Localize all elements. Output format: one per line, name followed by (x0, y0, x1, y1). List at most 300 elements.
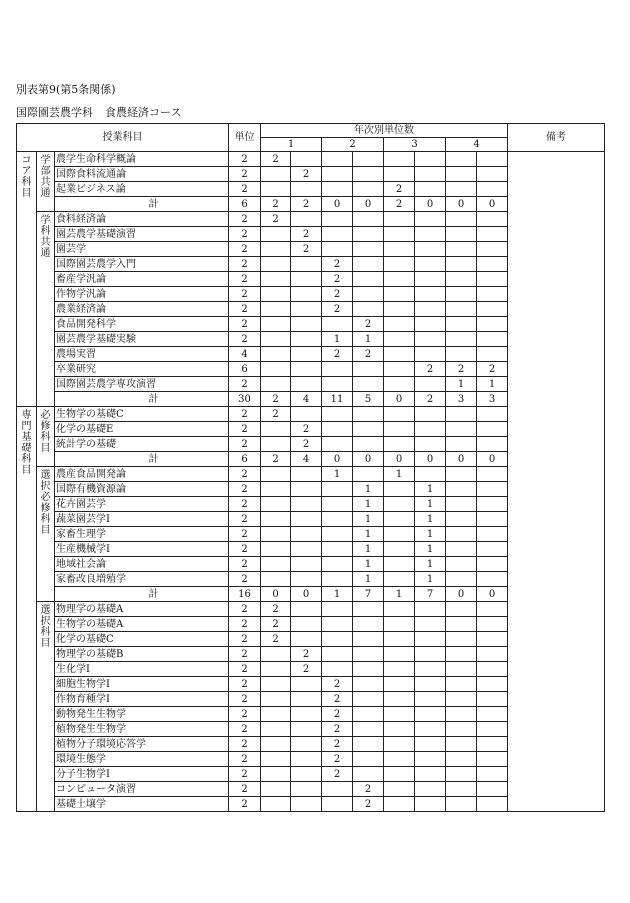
term-credit-cell (322, 377, 353, 392)
subject-name: 化学の基礎C (55, 632, 229, 647)
subject-name: 畜産学汎論 (55, 272, 229, 287)
term-credit-cell (261, 317, 291, 332)
term-credit-cell (477, 722, 508, 737)
credit-value: 2 (229, 692, 261, 707)
total-credits: 6 (229, 452, 261, 467)
term-credit-cell (415, 332, 446, 347)
term-total-cell: 1 (384, 587, 415, 602)
term-credit-cell (477, 497, 508, 512)
term-credit-cell (353, 407, 384, 422)
term-credit-cell (353, 677, 384, 692)
term-credit-cell (384, 722, 415, 737)
credit-value: 2 (229, 152, 261, 167)
term-credit-cell (291, 617, 322, 632)
term-total-cell: 2 (261, 392, 291, 407)
term-credit-cell (446, 737, 477, 752)
term-credit-cell: 1 (353, 527, 384, 542)
term-credit-cell (415, 467, 446, 482)
term-credit-cell (477, 437, 508, 452)
term-credit-cell: 2 (261, 632, 291, 647)
total-credits: 16 (229, 587, 261, 602)
term-credit-cell: 2 (322, 257, 353, 272)
term-credit-cell (322, 437, 353, 452)
term-credit-cell (322, 617, 353, 632)
term-credit-cell (384, 542, 415, 557)
term-credit-cell (446, 572, 477, 587)
term-credit-cell (322, 512, 353, 527)
term-credit-cell: 1 (415, 482, 446, 497)
credit-value: 2 (229, 317, 261, 332)
term-credit-cell (477, 602, 508, 617)
term-credit-cell (446, 167, 477, 182)
term-credit-cell (353, 377, 384, 392)
term-credit-cell (446, 557, 477, 572)
term-total-cell: 7 (415, 587, 446, 602)
term-credit-cell (353, 272, 384, 287)
term-credit-cell: 2 (291, 662, 322, 677)
term-credit-cell (384, 602, 415, 617)
subject-name: 家畜生理学 (55, 527, 229, 542)
term-credit-cell (261, 302, 291, 317)
term-credit-cell (415, 722, 446, 737)
term-credit-cell: 2 (353, 797, 384, 812)
term-credit-cell (322, 497, 353, 512)
term-credit-cell (322, 572, 353, 587)
term-credit-cell (415, 167, 446, 182)
term-total-cell: 0 (291, 587, 322, 602)
header-subject: 授業科目 (17, 124, 229, 152)
term-credit-cell (384, 317, 415, 332)
term-credit-cell (384, 557, 415, 572)
term-credit-cell: 1 (353, 497, 384, 512)
subject-name: 農場実習 (55, 347, 229, 362)
term-credit-cell (477, 257, 508, 272)
term-total-cell: 0 (261, 587, 291, 602)
term-credit-cell (261, 467, 291, 482)
term-credit-cell (415, 632, 446, 647)
term-credit-cell: 1 (415, 542, 446, 557)
subject-name: 植物分子環境応答学 (55, 737, 229, 752)
term-credit-cell (261, 272, 291, 287)
term-credit-cell (446, 617, 477, 632)
term-credit-cell (261, 242, 291, 257)
term-credit-cell: 2 (477, 362, 508, 377)
term-credit-cell (384, 662, 415, 677)
term-credit-cell (353, 242, 384, 257)
subject-name: 生物学の基礎C (55, 407, 229, 422)
term-credit-cell: 2 (291, 227, 322, 242)
term-credit-cell (353, 422, 384, 437)
term-total-cell: 0 (384, 392, 415, 407)
credit-value: 2 (229, 302, 261, 317)
term-credit-cell (477, 557, 508, 572)
term-credit-cell (261, 797, 291, 812)
term-credit-cell (446, 332, 477, 347)
group-label: 選択必修科目 (37, 467, 55, 602)
term-total-cell: 5 (353, 392, 384, 407)
subject-name: 生化学Ⅰ (55, 662, 229, 677)
credit-value: 2 (229, 272, 261, 287)
term-total-cell: 2 (415, 392, 446, 407)
term-credit-cell (261, 707, 291, 722)
term-credit-cell: 2 (322, 752, 353, 767)
term-total-cell: 3 (477, 392, 508, 407)
department-name: 国際園芸農学科 (16, 106, 93, 119)
term-credit-cell (446, 722, 477, 737)
credit-value: 2 (229, 737, 261, 752)
term-credit-cell (353, 722, 384, 737)
term-credit-cell: 1 (322, 467, 353, 482)
section-label: 専門基礎科目 (17, 407, 37, 812)
term-credit-cell (415, 302, 446, 317)
total-credits: 30 (229, 392, 261, 407)
header-year-2: 2 (322, 138, 384, 152)
term-credit-cell (291, 482, 322, 497)
term-credit-cell: 2 (384, 182, 415, 197)
course-name: 食農経済コース (105, 106, 182, 119)
term-credit-cell: 1 (415, 557, 446, 572)
term-total-cell: 0 (477, 452, 508, 467)
term-credit-cell (322, 317, 353, 332)
course-title (16, 106, 181, 119)
term-credit-cell: 2 (353, 782, 384, 797)
subject-name: 環境生態学 (55, 752, 229, 767)
credit-value: 2 (229, 242, 261, 257)
group-label: 必修科目 (37, 407, 55, 467)
credit-value: 2 (229, 437, 261, 452)
term-credit-cell (415, 782, 446, 797)
term-credit-cell (291, 272, 322, 287)
term-credit-cell (322, 602, 353, 617)
term-credit-cell (446, 182, 477, 197)
term-credit-cell (415, 692, 446, 707)
term-credit-cell (384, 227, 415, 242)
term-credit-cell (291, 497, 322, 512)
term-credit-cell (291, 782, 322, 797)
term-credit-cell (477, 317, 508, 332)
term-credit-cell: 2 (291, 167, 322, 182)
term-credit-cell (415, 752, 446, 767)
credit-value: 2 (229, 482, 261, 497)
term-credit-cell (353, 212, 384, 227)
term-credit-cell (477, 227, 508, 242)
term-credit-cell (261, 332, 291, 347)
term-credit-cell (291, 362, 322, 377)
term-credit-cell (261, 722, 291, 737)
credit-value: 2 (229, 782, 261, 797)
term-credit-cell (353, 602, 384, 617)
term-credit-cell (446, 467, 477, 482)
term-credit-cell (446, 767, 477, 782)
credit-value: 2 (229, 632, 261, 647)
term-credit-cell (261, 422, 291, 437)
term-credit-cell: 2 (322, 347, 353, 362)
term-credit-cell: 2 (291, 647, 322, 662)
subject-name: 農産食品開発論 (55, 467, 229, 482)
credit-value: 2 (229, 767, 261, 782)
term-credit-cell: 1 (353, 482, 384, 497)
term-credit-cell (261, 182, 291, 197)
subject-name: 作物育種学Ⅰ (55, 692, 229, 707)
term-credit-cell (415, 227, 446, 242)
group-label: 学部共通 (37, 152, 55, 212)
term-credit-cell (322, 782, 353, 797)
term-credit-cell (415, 377, 446, 392)
term-credit-cell: 1 (384, 467, 415, 482)
term-total-cell: 4 (291, 392, 322, 407)
term-credit-cell (415, 797, 446, 812)
term-credit-cell (353, 302, 384, 317)
term-credit-cell (384, 512, 415, 527)
term-credit-cell (415, 662, 446, 677)
term-credit-cell (322, 422, 353, 437)
term-credit-cell (322, 212, 353, 227)
header-yearly-credits: 年次別単位数 (261, 124, 508, 138)
term-credit-cell (291, 542, 322, 557)
term-credit-cell (322, 527, 353, 542)
term-credit-cell (322, 227, 353, 242)
term-credit-cell (477, 302, 508, 317)
term-credit-cell (415, 677, 446, 692)
subject-name: 国際園芸農学入門 (55, 257, 229, 272)
term-total-cell: 0 (353, 197, 384, 212)
term-total-cell: 0 (384, 452, 415, 467)
term-credit-cell (353, 767, 384, 782)
term-credit-cell: 1 (415, 497, 446, 512)
subject-name: 食品開発科学 (55, 317, 229, 332)
credit-value: 2 (229, 332, 261, 347)
term-credit-cell (477, 482, 508, 497)
term-credit-cell (291, 302, 322, 317)
term-credit-cell (415, 707, 446, 722)
term-credit-cell (261, 527, 291, 542)
subject-name: 生産機械学Ⅰ (55, 542, 229, 557)
term-credit-cell (291, 797, 322, 812)
term-credit-cell (291, 317, 322, 332)
term-credit-cell (384, 632, 415, 647)
term-credit-cell (446, 527, 477, 542)
term-total-cell: 4 (291, 452, 322, 467)
term-credit-cell: 1 (353, 512, 384, 527)
subject-name: 食料経済論 (55, 212, 229, 227)
term-total-cell: 3 (446, 392, 477, 407)
term-credit-cell: 2 (261, 212, 291, 227)
term-credit-cell (446, 602, 477, 617)
term-credit-cell (261, 662, 291, 677)
term-credit-cell (384, 572, 415, 587)
term-credit-cell (291, 572, 322, 587)
term-credit-cell (446, 272, 477, 287)
term-credit-cell (415, 257, 446, 272)
header-year-1: 1 (261, 138, 322, 152)
total-credits: 6 (229, 197, 261, 212)
term-credit-cell: 2 (322, 677, 353, 692)
term-credit-cell (477, 332, 508, 347)
term-credit-cell (477, 542, 508, 557)
term-credit-cell (384, 692, 415, 707)
term-credit-cell: 2 (322, 287, 353, 302)
term-credit-cell (446, 707, 477, 722)
term-total-cell: 0 (415, 197, 446, 212)
term-credit-cell (446, 497, 477, 512)
subject-name: 蔬菜園芸学Ⅰ (55, 512, 229, 527)
term-credit-cell (261, 437, 291, 452)
subject-name: 家畜改良増殖学 (55, 572, 229, 587)
term-credit-cell (384, 257, 415, 272)
credit-value: 2 (229, 617, 261, 632)
term-credit-cell (415, 287, 446, 302)
term-credit-cell (446, 692, 477, 707)
credit-value: 2 (229, 167, 261, 182)
subject-name: 動物発生生物学 (55, 707, 229, 722)
term-credit-cell: 1 (415, 512, 446, 527)
subject-name: 卒業研究 (55, 362, 229, 377)
term-total-cell: 0 (322, 452, 353, 467)
term-credit-cell (291, 377, 322, 392)
table-caption: 別表第9(第5条関係) (16, 83, 116, 96)
term-credit-cell (384, 497, 415, 512)
term-credit-cell (477, 797, 508, 812)
term-credit-cell (415, 242, 446, 257)
term-credit-cell (291, 467, 322, 482)
term-credit-cell (384, 767, 415, 782)
term-credit-cell (291, 557, 322, 572)
credit-value: 2 (229, 422, 261, 437)
term-credit-cell (415, 767, 446, 782)
term-credit-cell (291, 707, 322, 722)
term-credit-cell (291, 287, 322, 302)
term-credit-cell (353, 662, 384, 677)
subject-name: 化学の基礎E (55, 422, 229, 437)
term-credit-cell (261, 512, 291, 527)
credit-value: 2 (229, 662, 261, 677)
header-remarks: 備考 (508, 124, 605, 152)
term-credit-cell (446, 317, 477, 332)
total-label: 計 (55, 392, 229, 407)
term-credit-cell (384, 752, 415, 767)
term-credit-cell (261, 497, 291, 512)
term-credit-cell (261, 167, 291, 182)
term-credit-cell: 2 (446, 362, 477, 377)
term-credit-cell (322, 152, 353, 167)
term-credit-cell (477, 527, 508, 542)
term-total-cell: 0 (477, 197, 508, 212)
term-credit-cell (322, 167, 353, 182)
credit-value: 2 (229, 647, 261, 662)
term-credit-cell (291, 182, 322, 197)
term-credit-cell (384, 362, 415, 377)
term-credit-cell (477, 347, 508, 362)
term-credit-cell (384, 287, 415, 302)
term-credit-cell: 2 (291, 437, 322, 452)
term-credit-cell (322, 182, 353, 197)
header-year-3: 3 (384, 138, 446, 152)
term-credit-cell (261, 767, 291, 782)
term-credit-cell: 2 (322, 737, 353, 752)
header-year-4: 4 (446, 138, 508, 152)
term-total-cell: 0 (353, 452, 384, 467)
subject-name: 園芸農学基礎実験 (55, 332, 229, 347)
subject-name: 農業経済論 (55, 302, 229, 317)
term-credit-cell (446, 647, 477, 662)
subject-name: 起業ビジネス論 (55, 182, 229, 197)
subject-name: 生物学の基礎A (55, 617, 229, 632)
term-credit-cell (353, 707, 384, 722)
term-credit-cell (353, 287, 384, 302)
credit-value: 2 (229, 182, 261, 197)
term-credit-cell (415, 182, 446, 197)
term-credit-cell (291, 767, 322, 782)
term-credit-cell (353, 437, 384, 452)
term-credit-cell (477, 692, 508, 707)
term-credit-cell (415, 152, 446, 167)
subject-name: 基礎土壌学 (55, 797, 229, 812)
term-credit-cell: 2 (415, 362, 446, 377)
term-credit-cell (477, 632, 508, 647)
term-credit-cell (322, 407, 353, 422)
term-credit-cell (415, 437, 446, 452)
term-credit-cell (261, 542, 291, 557)
term-credit-cell: 1 (415, 527, 446, 542)
credit-value: 2 (229, 497, 261, 512)
term-credit-cell (477, 752, 508, 767)
term-credit-cell (415, 737, 446, 752)
term-total-cell: 0 (446, 452, 477, 467)
term-credit-cell: 2 (322, 767, 353, 782)
subject-name: 国際食料流通論 (55, 167, 229, 182)
credit-value: 2 (229, 407, 261, 422)
header-row (17, 124, 605, 138)
subject-name: 分子生物学Ⅰ (55, 767, 229, 782)
remarks-cell (508, 152, 605, 812)
subject-name: 統計学の基礎 (55, 437, 229, 452)
term-credit-cell: 1 (353, 572, 384, 587)
credit-value: 2 (229, 677, 261, 692)
term-credit-cell (384, 527, 415, 542)
term-credit-cell (477, 272, 508, 287)
term-credit-cell (353, 752, 384, 767)
term-credit-cell: 2 (291, 242, 322, 257)
term-credit-cell (446, 752, 477, 767)
term-credit-cell (415, 212, 446, 227)
term-credit-cell: 2 (353, 317, 384, 332)
term-credit-cell (446, 152, 477, 167)
term-credit-cell (384, 482, 415, 497)
term-credit-cell (353, 362, 384, 377)
term-credit-cell (291, 332, 322, 347)
term-credit-cell (384, 212, 415, 227)
term-credit-cell (477, 677, 508, 692)
term-credit-cell (446, 782, 477, 797)
subject-name: 地域社会論 (55, 557, 229, 572)
term-credit-cell: 1 (415, 572, 446, 587)
subject-name: 細胞生物学Ⅰ (55, 677, 229, 692)
term-credit-cell (477, 212, 508, 227)
term-credit-cell (261, 482, 291, 497)
term-credit-cell (477, 617, 508, 632)
term-credit-cell (477, 782, 508, 797)
credit-value: 2 (229, 287, 261, 302)
term-credit-cell: 2 (322, 272, 353, 287)
term-credit-cell (446, 482, 477, 497)
term-credit-cell (415, 407, 446, 422)
total-label: 計 (55, 197, 229, 212)
term-credit-cell (353, 227, 384, 242)
term-credit-cell: 1 (353, 542, 384, 557)
header-credits: 単位 (229, 124, 261, 152)
total-label: 計 (55, 587, 229, 602)
term-credit-cell (261, 287, 291, 302)
